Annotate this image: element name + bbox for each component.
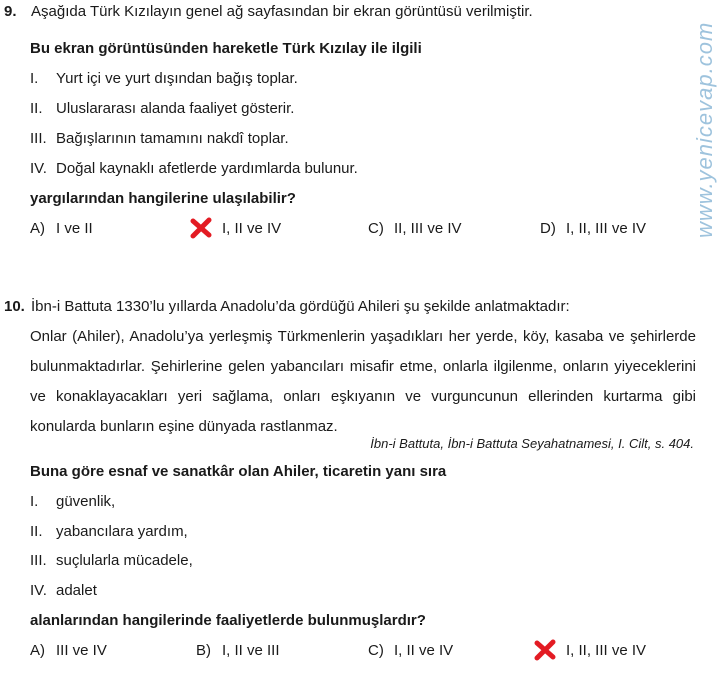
q9-statement-3 (30, 130, 289, 147)
q9-statement-1 (30, 70, 298, 87)
roman-numeral: IV. (30, 582, 47, 599)
question-10-intro: İbn-i Battuta 1330’lu yıllarda Anadolu’da gördüğü Ahileri şu şekilde anlatmaktadır: (31, 298, 570, 315)
roman-numeral: I. (30, 70, 39, 87)
q9-statement-2 (30, 100, 294, 117)
roman-numeral: IV. (30, 160, 47, 177)
option-letter: A) (30, 220, 45, 237)
question-9-number: 9. (4, 3, 17, 20)
statement-text: suçlularla mücadele, (56, 552, 193, 569)
watermark (670, 12, 717, 238)
cross-mark-icon (190, 217, 212, 239)
roman-numeral: III. (30, 130, 47, 147)
watermark-text: www.yenicevap.com (692, 21, 717, 238)
q10-statement-2 (30, 523, 188, 540)
option-letter: C) (368, 220, 384, 237)
option-letter: A) (30, 642, 45, 659)
q9-option-d[interactable] (540, 220, 646, 237)
statement-text: yabancılara yardım, (56, 523, 188, 540)
question-10-number: 10. (4, 298, 25, 315)
option-text: I ve II (56, 220, 93, 237)
question-10-stem: Buna göre esnaf ve sanatkâr olan Ahiler, ticaretin yanı sıra (30, 463, 447, 480)
option-text: I, II ve IV (394, 642, 454, 659)
q9-option-a[interactable] (30, 220, 93, 237)
q9-option-b[interactable] (222, 220, 281, 237)
option-letter: C) (368, 642, 384, 659)
q10-statement-3 (30, 552, 193, 569)
q10-option-c[interactable] (368, 642, 453, 659)
option-text: III ve IV (56, 642, 107, 659)
q10-option-a[interactable] (30, 642, 107, 659)
question-9-stem: Bu ekran görüntüsünden hareketle Türk Kızılay ile ilgili (30, 40, 422, 57)
q10-option-b[interactable] (196, 642, 280, 659)
cross-mark-icon (534, 639, 556, 661)
option-text: II, III ve IV (394, 220, 462, 237)
question-9-intro: Aşağıda Türk Kızılayın genel ağ sayfasından bir ekran görüntüsü verilmiştir. (31, 3, 533, 20)
q9-statement-4 (30, 160, 358, 177)
statement-text: Yurt içi ve yurt dışından bağış toplar. (56, 70, 298, 87)
option-text: I, II ve IV (222, 220, 282, 237)
option-text: I, II ve III (222, 642, 280, 659)
statement-text: adalet (56, 582, 97, 599)
question-10-prompt: alanlarından hangilerinde faaliyetlerde bulunmuşlardır? (30, 612, 426, 629)
q9-option-c[interactable] (368, 220, 462, 237)
option-text: I, II, III ve IV (566, 220, 647, 237)
q10-statement-1 (30, 493, 115, 510)
statement-text: Uluslararası alanda faaliyet gösterir. (56, 100, 295, 117)
q10-option-d[interactable] (566, 642, 646, 659)
roman-numeral: I. (30, 493, 39, 510)
roman-numeral: II. (30, 523, 43, 540)
roman-numeral: II. (30, 100, 43, 117)
question-10-quote: Onlar (Ahiler), Anadolu’ya yerleşmiş Türkmenlerin yaşadıkları her yerde, köy, kasaba ve şehirlerde bulunmaktadırlar. Şehirlerine gelen yabancıları misafir etme, onlarla ilgilenme, onların yiyeceklerini ve konaklayacakları yeri sağlama, onları eşkıyanın ve vurguncunun ellerinden kurtarma gibi konularda bunların eşine dünyada rastlanmaz. (30, 328, 696, 435)
question-10-citation: İbn-i Battuta, İbn-i Battuta Seyahatnamesi, I. Cilt, s. 404. (370, 436, 694, 451)
q10-statement-4 (30, 582, 97, 599)
option-text: I, II, III ve IV (566, 642, 647, 659)
roman-numeral: III. (30, 552, 47, 569)
option-letter: D) (540, 220, 556, 237)
option-letter: B) (196, 642, 211, 659)
statement-text: Doğal kaynaklı afetlerde yardımlarda bulunur. (56, 160, 358, 177)
statement-text: Bağışlarının tamamını nakdî toplar. (56, 130, 289, 147)
question-9-prompt: yargılarından hangilerine ulaşılabilir? (30, 190, 296, 207)
statement-text: güvenlik, (56, 493, 116, 510)
